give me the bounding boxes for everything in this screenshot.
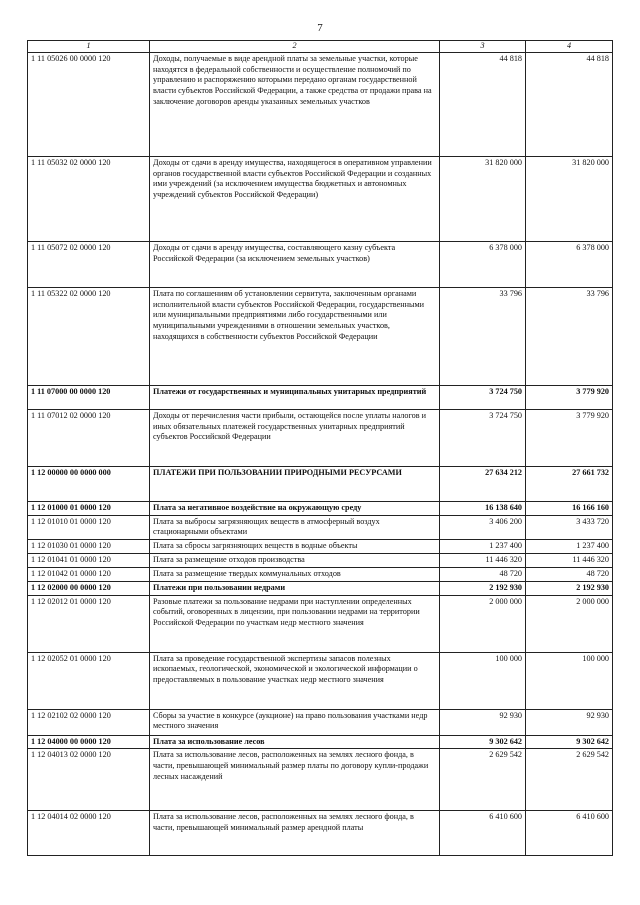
row-name: Плата за использование лесов: [150, 735, 440, 749]
row-code: 1 12 01041 01 0000 120: [28, 554, 150, 568]
row-code: 1 12 01010 01 0000 120: [28, 515, 150, 540]
row-code: 1 12 04013 02 0000 120: [28, 749, 150, 811]
table-row: [28, 241, 613, 287]
row-value-2: 44 818: [526, 52, 613, 156]
row-value-2: 3 779 920: [526, 409, 613, 466]
row-code: 1 12 02102 02 0000 120: [28, 709, 150, 735]
row-value-2: 3 433 720: [526, 515, 613, 540]
table-row: [28, 567, 613, 581]
table-row: [28, 581, 613, 595]
row-code: 1 12 01030 01 0000 120: [28, 540, 150, 554]
row-value-2: 6 378 000: [526, 241, 613, 287]
row-name: Плата за выбросы загрязняющих веществ в атмосферный воздух стационарными объектами: [150, 515, 440, 540]
row-value-1: 27 634 212: [440, 466, 526, 501]
row-value-1: 92 930: [440, 709, 526, 735]
row-value-2: 48 720: [526, 567, 613, 581]
table-row: [28, 595, 613, 652]
row-name: Доходы, получаемые в виде арендной платы за земельные участки, которые находятся в федеральной собственности и осуществление полномочий по управлению и распоряжению которыми передано органам государственной власти субъектов Российской Федерации, а также средства от продажи права на заключение договоров аренды указанных земельных участков: [150, 52, 440, 156]
row-value-2: 11 446 320: [526, 554, 613, 568]
row-name: Разовые платежи за пользование недрами при наступлении определенных событий, оговоренных в лицензии, при пользовании недрами на территории Российской Федерации по участкам недр местного значения: [150, 595, 440, 652]
row-value-1: 3 724 750: [440, 409, 526, 466]
row-code: 1 12 04014 02 0000 120: [28, 811, 150, 856]
table-row: [28, 409, 613, 466]
table-row: [28, 749, 613, 811]
page-number: 7: [317, 22, 323, 34]
row-value-2: 9 302 642: [526, 735, 613, 749]
row-value-1: 3 724 750: [440, 385, 526, 409]
row-code: 1 11 05026 00 0000 120: [28, 52, 150, 156]
header-col-1: 1: [28, 41, 150, 53]
header-col-2: 2: [150, 41, 440, 53]
row-name: ПЛАТЕЖИ ПРИ ПОЛЬЗОВАНИИ ПРИРОДНЫМИ РЕСУРСАМИ: [150, 466, 440, 501]
row-value-2: 3 779 920: [526, 385, 613, 409]
row-name: Плата за размещение твердых коммунальных отходов: [150, 567, 440, 581]
row-name: Плата по соглашениям об установлении сервитута, заключенным органами исполнительной власти субъектов Российской Федерации, государственными или муниципальными предприятиями либо государственными или муниципальными учреждениями в отношении земельных участков, находящихся в собственности субъектов Российской Федерации: [150, 287, 440, 385]
table-row: [28, 709, 613, 735]
table-row: [28, 554, 613, 568]
header-col-3: 3: [440, 41, 526, 53]
row-code: 1 12 01042 01 0000 120: [28, 567, 150, 581]
row-code: 1 12 01000 01 0000 120: [28, 501, 150, 515]
row-code: 1 11 07012 02 0000 120: [28, 409, 150, 466]
row-value-1: 33 796: [440, 287, 526, 385]
row-value-2: 92 930: [526, 709, 613, 735]
row-value-1: 9 302 642: [440, 735, 526, 749]
row-code: 1 11 05322 02 0000 120: [28, 287, 150, 385]
table-row: [28, 501, 613, 515]
row-value-2: 2 192 930: [526, 581, 613, 595]
row-name: Сборы за участие в конкурсе (аукционе) на право пользования участками недр местного значения: [150, 709, 440, 735]
table-header-row: [28, 41, 613, 53]
table-row: [28, 652, 613, 709]
row-value-1: 6 378 000: [440, 241, 526, 287]
row-name: Доходы от сдачи в аренду имущества, составляющего казну субъекта Российской Федерации (за исключением земельных участков): [150, 241, 440, 287]
row-value-1: 16 138 640: [440, 501, 526, 515]
header-col-4: 4: [526, 41, 613, 53]
row-code: 1 12 02012 01 0000 120: [28, 595, 150, 652]
row-name: Платежи при пользовании недрами: [150, 581, 440, 595]
row-code: 1 12 00000 00 0000 000: [28, 466, 150, 501]
row-name: Плата за использование лесов, расположенных на землях лесного фонда, в части, превышающей минимальный размер арендной платы: [150, 811, 440, 856]
row-value-2: 2 629 542: [526, 749, 613, 811]
table-row: [28, 385, 613, 409]
row-value-2: 33 796: [526, 287, 613, 385]
row-code: 1 12 04000 00 0000 120: [28, 735, 150, 749]
row-code: 1 11 07000 00 0000 120: [28, 385, 150, 409]
row-name: Доходы от сдачи в аренду имущества, находящегося в оперативном управлении органов государственной власти субъектов Российской Федерации и созданных ими учреждений (за исключением имущества бюджетных и автономных учреждений субъектов Российской Федерации): [150, 156, 440, 241]
row-value-1: 2 192 930: [440, 581, 526, 595]
row-value-1: 44 818: [440, 52, 526, 156]
row-value-1: 11 446 320: [440, 554, 526, 568]
row-code: 1 11 05032 02 0000 120: [28, 156, 150, 241]
row-code: 1 11 05072 02 0000 120: [28, 241, 150, 287]
row-value-1: 48 720: [440, 567, 526, 581]
table-row: [28, 735, 613, 749]
row-value-2: 16 166 160: [526, 501, 613, 515]
row-value-1: 1 237 400: [440, 540, 526, 554]
row-code: 1 12 02000 00 0000 120: [28, 581, 150, 595]
row-name: Плата за размещение отходов производства: [150, 554, 440, 568]
table-row: [28, 540, 613, 554]
row-value-2: 2 000 000: [526, 595, 613, 652]
table-row: [28, 156, 613, 241]
table-row: [28, 811, 613, 856]
row-value-1: 6 410 600: [440, 811, 526, 856]
row-code: 1 12 02052 01 0000 120: [28, 652, 150, 709]
table-row: [28, 287, 613, 385]
row-name: Платежи от государственных и муниципальных унитарных предприятий: [150, 385, 440, 409]
row-name: Плата за проведение государственной экспертизы запасов полезных ископаемых, геологической, экономической и экологической информации о предоставляемых в пользование участках недр местного значения: [150, 652, 440, 709]
row-value-1: 2 629 542: [440, 749, 526, 811]
table-row: [28, 515, 613, 540]
row-value-1: 31 820 000: [440, 156, 526, 241]
row-value-2: 6 410 600: [526, 811, 613, 856]
table-row: [28, 466, 613, 501]
row-value-2: 31 820 000: [526, 156, 613, 241]
row-name: Плата за негативное воздействие на окружающую среду: [150, 501, 440, 515]
table-row: [28, 52, 613, 156]
row-value-1: 3 406 200: [440, 515, 526, 540]
row-name: Доходы от перечисления части прибыли, остающейся после уплаты налогов и иных обязательных платежей государственных унитарных предприятий субъектов Российской Федерации: [150, 409, 440, 466]
row-name: Плата за использование лесов, расположенных на землях лесного фонда, в части, превышающей минимальный размер платы по договору купли-продажи лесных насаждений: [150, 749, 440, 811]
row-value-1: 100 000: [440, 652, 526, 709]
row-value-2: 27 661 732: [526, 466, 613, 501]
revenue-table: [27, 40, 613, 856]
row-value-1: 2 000 000: [440, 595, 526, 652]
row-value-2: 1 237 400: [526, 540, 613, 554]
row-name: Плата за сбросы загрязняющих веществ в водные объекты: [150, 540, 440, 554]
row-value-2: 100 000: [526, 652, 613, 709]
